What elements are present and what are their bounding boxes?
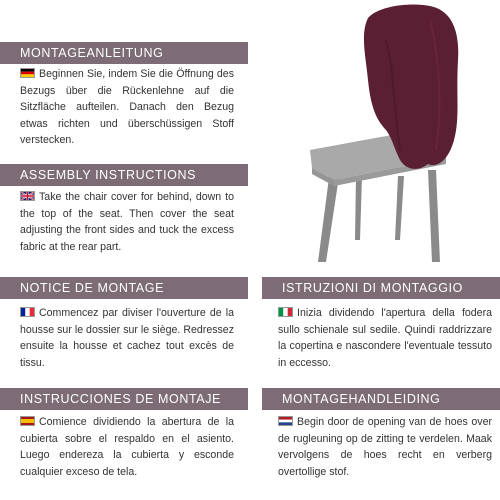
flag-germany-icon [20, 68, 35, 78]
text-it: Inizia dividendo l'apertura della fodera sullo schienale sul sedile. Quindi raddrizzare la copertina e nascondere l'eventuale tessuto in eccesso. [278, 307, 492, 369]
instructions-fr [20, 305, 234, 371]
flag-spain-icon [20, 416, 35, 426]
instructions-es [20, 414, 234, 480]
header-es [0, 388, 248, 410]
flag-netherlands-icon [278, 416, 293, 426]
header-fr [0, 277, 248, 299]
header-nl [262, 388, 500, 410]
heading-en: ASSEMBLY INSTRUCTIONS [20, 168, 197, 182]
heading-es: INSTRUCCIONES DE MONTAJE [20, 392, 221, 406]
flag-france-icon [20, 307, 35, 317]
flag-italy-icon [278, 307, 293, 317]
header-en [0, 164, 248, 186]
heading-nl: MONTAGEHANDLEIDING [282, 392, 441, 406]
header-de [0, 42, 248, 64]
instructions-de [20, 66, 234, 149]
heading-it: ISTRUZIONI DI MONTAGGIO [282, 281, 463, 295]
text-es: Comience dividiendo la abertura de la cubierta sobre el respaldo en el asiento. Luego endereza la cubierta y esconde cualquier exceso de tela. [20, 416, 234, 478]
text-nl: Begin door de opening van de hoes over de rugleuning op de zitting te verdelen. Maak vervolgens de hoes recht en verberg overtollige stof. [278, 416, 492, 478]
instructions-nl [278, 414, 492, 480]
text-en: Take the chair cover for behind, down to the top of the seat. Then cover the seat adjusting the front sides and tuck the excess fabric at the rear part. [20, 191, 234, 253]
instructions-it [278, 305, 492, 371]
instructions-en [20, 189, 234, 255]
chair-cover-illustration [290, 0, 490, 262]
text-de: Beginnen Sie, indem Sie die Öffnung des Bezugs über die Rückenlehne auf die Sitzfläche aufteilen. Danach den Bezug etwas richten und überschüssigen Stoff verstecken. [20, 68, 234, 146]
flag-uk-icon [20, 191, 35, 201]
heading-fr: NOTICE DE MONTAGE [20, 281, 165, 295]
text-fr: Commencez par diviser l'ouverture de la housse sur le dossier sur le siège. Redressez ensuite la housse et cachez tout excès de tissu. [20, 307, 234, 369]
heading-de: MONTAGEANLEITUNG [20, 46, 164, 60]
header-it [262, 277, 500, 299]
